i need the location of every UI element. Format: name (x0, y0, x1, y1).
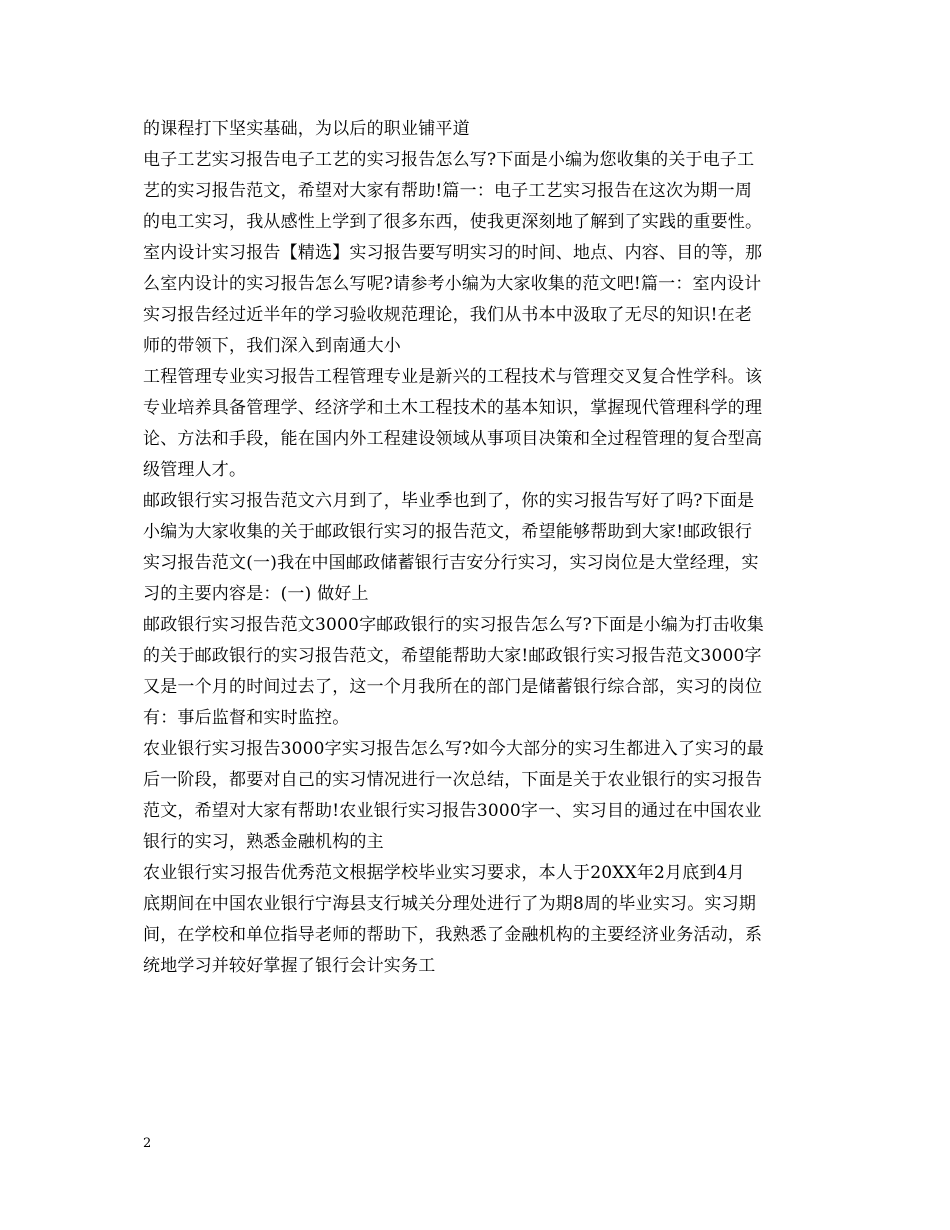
text-line: 论、方法和手段，能在国内外工程建设领域从事项目决策和全过程管理的复合型高 (143, 429, 763, 449)
text-line: 的关于邮政银行的实习报告范文，希望能帮助大家!邮政银行实习报告范文3000字 (143, 646, 762, 666)
text-line: 有：事后监督和实时监控。 (143, 708, 350, 728)
text-line: 邮政银行实习报告范文六月到了，毕业季也到了，你的实习报告写好了吗?下面是 (143, 491, 755, 511)
document-body (143, 114, 813, 982)
paragraph (143, 858, 813, 982)
text-line: 电子工艺实习报告电子工艺的实习报告怎么写?下面是小编为您收集的关于电子工 (143, 150, 755, 170)
text-line: 间，在学校和单位指导老师的帮助下，我熟悉了金融机构的主要经济业务活动，系 (143, 925, 763, 945)
text-line: 专业培养具备管理学、经济学和土木工程技术的基本知识，掌握现代管理科学的理 (143, 398, 763, 418)
text-line: 实习报告经过近半年的学习验收规范理论，我们从书本中汲取了无尽的知识!在老 (143, 305, 753, 325)
paragraph (143, 238, 813, 362)
text-line: 么室内设计的实习报告怎么写呢?请参考小编为大家收集的范文吧!篇一：室内设计 (143, 274, 762, 294)
text-line: 银行的实习，熟悉金融机构的主 (143, 832, 384, 852)
text-line: 实习报告范文(一)我在中国邮政储蓄银行吉安分行实习，实习岗位是大堂经理，实 (143, 553, 759, 573)
paragraph (143, 362, 813, 486)
text-line: 室内设计实习报告【精选】实习报告要写明实习的时间、地点、内容、目的等，那 (143, 243, 763, 263)
text-line: 级管理人才。 (143, 460, 247, 480)
text-line: 又是一个月的时间过去了，这一个月我所在的部门是储蓄银行综合部，实习的岗位 (143, 677, 763, 697)
text-line: 艺的实习报告范文，希望对大家有帮助!篇一：电子工艺实习报告在这次为期一周 (143, 181, 753, 201)
text-line: 工程管理专业实习报告工程管理专业是新兴的工程技术与管理交叉复合性学科。该 (143, 367, 763, 387)
text-line: 范文，希望对大家有帮助!农业银行实习报告3000字一、实习目的通过在中国农业 (143, 801, 762, 821)
text-line: 习的主要内容是：(一) 做好上 (143, 584, 369, 604)
text-line: 农业银行实习报告3000字实习报告怎么写?如今大部分的实习生都进入了实习的最 (143, 739, 764, 759)
page-number: 2 (143, 1136, 152, 1151)
paragraph (143, 145, 813, 238)
text-line: 的课程打下坚实基础，为以后的职业铺平道 (143, 119, 470, 139)
text-line: 统地学习并较好掌握了银行会计实务工 (143, 956, 436, 976)
paragraph (143, 734, 813, 858)
paragraph (143, 114, 813, 145)
text-line: 的电工实习，我从感性上学到了很多东西，使我更深刻地了解到了实践的重要性。 (143, 212, 763, 232)
text-line: 底期间在中国农业银行宁海县支行城关分理处进行了为期8周的毕业实习。实习期 (143, 894, 757, 914)
paragraph (143, 486, 813, 610)
text-line: 农业银行实习报告优秀范文根据学校毕业实习要求，本人于20XX年2月底到4月 (143, 863, 745, 883)
text-line: 小编为大家收集的关于邮政银行实习的报告范文，希望能够帮助到大家!邮政银行 (143, 522, 753, 542)
paragraph (143, 610, 813, 734)
text-line: 师的带领下，我们深入到南通大小 (143, 336, 401, 356)
text-line: 后一阶段，都要对自己的实习情况进行一次总结，下面是关于农业银行的实习报告 (143, 770, 763, 790)
text-line: 邮政银行实习报告范文3000字邮政银行的实习报告怎么写?下面是小编为打击收集 (143, 615, 764, 635)
